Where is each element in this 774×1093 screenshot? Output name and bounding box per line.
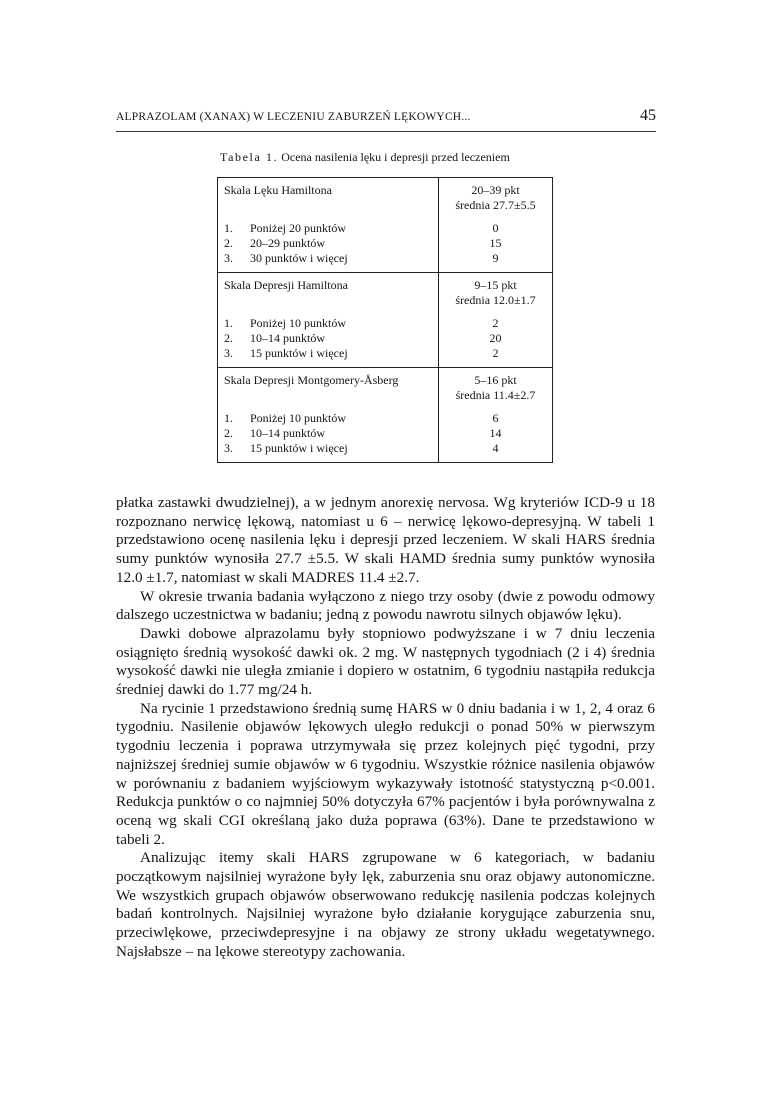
- row-value: 2: [492, 316, 499, 330]
- page-number: 45: [640, 107, 656, 124]
- section-labels: [218, 368, 439, 463]
- section-range: 20–39 pkt: [471, 183, 520, 197]
- table-section-hamd: [218, 273, 553, 368]
- row-value: 6: [492, 411, 499, 425]
- row-label: 15 punktów i więcej: [250, 441, 348, 455]
- row-value: 0: [492, 221, 499, 235]
- paragraph: Na rycinie 1 przedstawiono średnią sumę HARS w 0 dniu badania i w 1, 2, 4 oraz 6 tygodniu. Nasilenie objawów lękowych uległo redukcji o ponad 50% w pierwszym tygodniu leczenia i poprawa utrzymywała się przez kolejnych pięć tygodni, przy najniższej średniej sumie objawów w 6 tygodniu. Wszystkie różnice nasilenia objawów w porównaniu z badaniem wyjściowym wykazywały istotność statystyczną p<0.001. Redukcja punktów o co najmniej 50% dotyczyła 67% pacjentów i była porównywalna z oceną wg skali CGI określaną jako duża poprawa (63%). Dane te przedstawiono w tabeli 2.: [116, 699, 655, 848]
- row-label: 15 punktów i więcej: [250, 346, 348, 360]
- row-value: 14: [489, 426, 502, 440]
- section-range: 9–15 pkt: [474, 278, 517, 292]
- table-row: [224, 426, 432, 441]
- section-title: Skala Depresji Hamiltona: [224, 278, 348, 292]
- row-number: 2.: [224, 236, 233, 250]
- paragraph: Analizując itemy skali HARS zgrupowane w 6 kategoriach, w badaniu początkowym najsilniej wyrażone były lęk, zaburzenia snu oraz objawy autonomiczne. We wszystkich grupach objawów obserwowano redukcję nasilenia podczas kolejnych badań kontrolnych. Najsilniej wyrażone było działanie korygujące zaburzenia snu, przeciwlękowe, przeciwdepresyjne i na objawy ze strony układu wegetatywnego. Najsłabsze – na lękowe stereotypy zachowania.: [116, 849, 655, 960]
- table-row: [224, 331, 432, 346]
- row-value: 9: [492, 251, 499, 265]
- row-value: 15: [489, 236, 502, 250]
- table-caption-label: Tabela 1.: [220, 150, 279, 164]
- section-mean: średnia 27.7±5.5: [455, 198, 536, 212]
- table-section-hars: [218, 178, 553, 273]
- section-title: Skala Lęku Hamiltona: [224, 183, 332, 197]
- paragraph: W okresie trwania badania wyłączono z niego trzy osoby (dwie z powodu odmowy dalszego uczestnictwa w badaniu; jedną z powodu nawrotu silnych objawów lęku).: [116, 587, 655, 624]
- section-labels: [218, 273, 439, 368]
- section-range: 5–16 pkt: [474, 373, 517, 387]
- row-number: 3.: [224, 346, 233, 360]
- row-label: Poniżej 10 punktów: [250, 316, 346, 330]
- paragraph: płatka zastawki dwudzielnej), a w jednym anorexię nervosa. Wg kryteriów ICD-9 u 18 rozpoznano nerwicę lękową, natomiast u 6 – nerwicę lękowo-depresyjną. W tabeli 1 przedstawiono ocenę nasilenia lęku i depresji przed leczeniem. W skali HARS średnia sumy punktów wynosiła 27.7 ±5.5. W skali HAMD średnia sumy punktów wynosiła 12.0 ±1.7, natomiast w skali MADRES 11.4 ±2.7.: [116, 494, 655, 586]
- row-value: 2: [492, 346, 499, 360]
- row-number: 1.: [224, 411, 233, 425]
- running-header: [116, 109, 656, 132]
- table-caption: [220, 150, 580, 165]
- row-value: 4: [492, 441, 499, 455]
- section-values: [439, 178, 553, 273]
- table-row: [224, 346, 432, 361]
- table-row: [224, 316, 432, 331]
- section-mean: średnia 11.4±2.7: [455, 388, 536, 402]
- paragraph: Dawki dobowe alprazolamu były stopniowo podwyższane i w 7 dniu leczenia osiągnięto średnią wysokość dawki ok. 2 mg. W następnych tygodniach (2 i 4) średnia wysokość dawki nie uległa zmianie i dopiero w ostatnim, 6 tygodniu nastąpiła redukcja średniej dawki do 1.77 mg/24 h.: [116, 624, 655, 699]
- section-values: [439, 273, 553, 368]
- section-labels: [218, 178, 439, 273]
- table-row: [224, 221, 432, 236]
- assessment-table: [217, 177, 553, 463]
- row-number: 3.: [224, 441, 233, 455]
- row-label: 20–29 punktów: [250, 236, 325, 250]
- row-number: 1.: [224, 221, 233, 235]
- row-number: 3.: [224, 251, 233, 265]
- running-title: ALPRAZOLAM (XANAX) W LECZENIU ZABURZEŃ LĘKOWYCH...: [116, 111, 471, 123]
- section-values: [439, 368, 553, 463]
- table-section-madrs: [218, 368, 553, 463]
- table-row: [224, 236, 432, 251]
- row-number: 2.: [224, 426, 233, 440]
- table-row: [224, 441, 432, 456]
- row-label: 10–14 punktów: [250, 426, 325, 440]
- row-number: 1.: [224, 316, 233, 330]
- section-mean: średnia 12.0±1.7: [455, 293, 536, 307]
- row-number: 2.: [224, 331, 233, 345]
- row-label: Poniżej 10 punktów: [250, 411, 346, 425]
- table-caption-text: Ocena nasilenia lęku i depresji przed leczeniem: [281, 150, 510, 164]
- body-text: [116, 494, 655, 962]
- row-label: 10–14 punktów: [250, 331, 325, 345]
- row-label: Poniżej 20 punktów: [250, 221, 346, 235]
- table-row: [224, 411, 432, 426]
- row-label: 30 punktów i więcej: [250, 251, 348, 265]
- section-title: Skala Depresji Montgomery-Åsberg: [224, 373, 399, 387]
- table-row: [224, 251, 432, 266]
- row-value: 20: [489, 331, 502, 345]
